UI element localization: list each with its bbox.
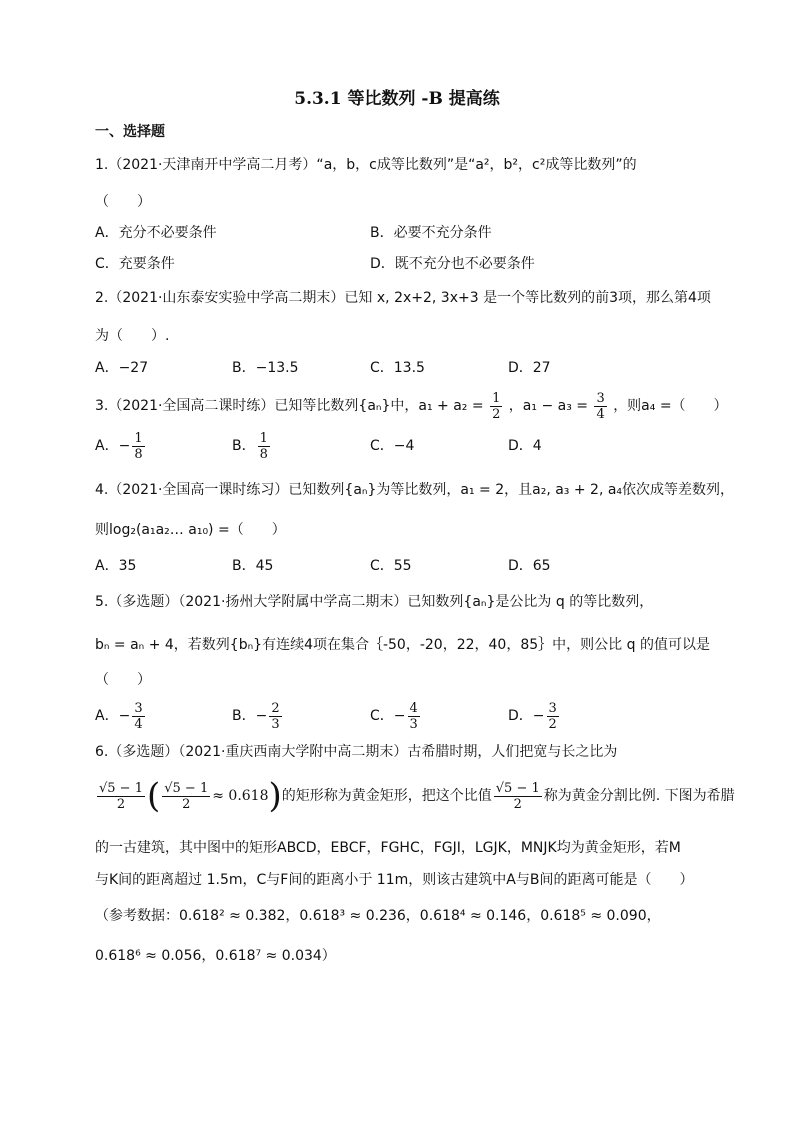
question-3-stem-c: ，则a₄ =（ ） — [613, 398, 728, 414]
question-6-stem: 6.（多选题）（2021·重庆西南大学附中高二期末）古希腊时期，人们把宽与长之比为 — [95, 744, 618, 760]
page-title: 5.3.1 等比数列 -B 提高练 — [294, 89, 500, 109]
question-3-option-b: B． $\frac{1}{8}$ — [232, 430, 268, 462]
question-6-line-3: 的一古建筑，其中图中的矩形ABCD，EBCF，FGHC，FGJI，LGJK，MNJK均为黄金矩形，若M — [95, 840, 681, 856]
fraction-one-half: $\frac{1}{2}$ — [492, 390, 501, 422]
fraction-three-quarters: $\frac{3}{4}$ — [596, 390, 605, 422]
question-5-option-a: A．− $\frac{3}{4}$ — [95, 700, 143, 732]
question-1-option-b: B．必要不充分条件 — [370, 225, 492, 241]
question-3-stem — [95, 388, 728, 424]
question-5-option-b: B．− $\frac{2}{3}$ — [232, 700, 280, 732]
question-3-option-a: A．− $\frac{1}{8}$ — [95, 430, 143, 462]
question-1-option-d: D．既不充分也不必要条件 — [370, 256, 535, 272]
question-3-option-c: C．−4 — [370, 438, 415, 454]
question-1-option-a: A．充分不必要条件 — [95, 225, 217, 241]
question-5-stem-cont: bₙ = aₙ + 4，若数列{bₙ}有连续4项在集合｛-50，-20，22，40，85｝中，则公比 q 的值可以是 — [95, 637, 710, 653]
section-heading: 一、选择题 — [95, 124, 165, 140]
question-2-option-b: B．−13.5 — [232, 360, 299, 376]
question-4-option-b: B．45 — [232, 558, 274, 574]
question-4-option-c: C．55 — [370, 558, 412, 574]
question-5-option-d: D．− $\frac{3}{2}$ — [508, 700, 557, 732]
question-6-line-4: 与K间的距离超过 1.5m，C与F间的距离小于 11m，则该古建筑中A与B间的距离可能是（ ） — [95, 872, 694, 888]
question-2-option-d: D．27 — [508, 360, 551, 376]
question-4-option-a: A．35 — [95, 558, 137, 574]
question-3-stem-b: ，a₁ − a₃ = — [508, 398, 588, 414]
question-2-stem-cont: 为（ ）. — [95, 328, 170, 344]
question-5-stem: 5.（多选题）（2021·扬州大学附属中学高二期末）已知数列{aₙ}是公比为 q 的等比数列， — [95, 594, 654, 610]
question-1-stem: 1.（2021·天津南开中学高二月考）“a，b，c成等比数列”是“a²，b²，c²成等比数列”的 — [95, 157, 637, 173]
question-6-reference-data: （参考数据：0.618² ≈ 0.382，0.618³ ≈ 0.236，0.618⁴ ≈ 0.146，0.618⁵ ≈ 0.090， — [95, 908, 661, 924]
question-6-reference-data-cont: 0.618⁶ ≈ 0.056，0.618⁷ ≈ 0.034） — [95, 948, 336, 964]
question-2-option-c: C．13.5 — [370, 360, 425, 376]
question-3-option-d: D．4 — [508, 438, 542, 454]
question-5-paren: （ ） — [95, 672, 151, 688]
question-4-option-d: D．65 — [508, 558, 551, 574]
question-4-stem-cont: 则log₂(a₁a₂… a₁₀) =（ ） — [95, 522, 286, 538]
question-5-option-c: C．− $\frac{4}{3}$ — [370, 700, 418, 732]
question-6-golden-line: $\frac{√5 - 1}{2}$ ( $\frac{√5 - 1}{2}$ ≈ 0.618)的矩形称为黄金矩形，把这个比值 $\frac{√5 - 1}{2}$ 称为黄金分割比例. 下图为希腊 — [99, 776, 735, 816]
question-2-option-a: A．−27 — [95, 360, 149, 376]
question-1-paren: （ ） — [95, 194, 151, 210]
question-2-stem: 2.（2021·山东泰安实验中学高二期末）已知 x, 2x+2, 3x+3 是一个等比数列的前3项，那么第4项 — [95, 290, 711, 306]
question-3-stem-a: 3.（2021·全国高二课时练）已知等比数列{aₙ}中，a₁ + a₂ = — [95, 398, 484, 414]
question-4-stem: 4.（2021·全国高一课时练习）已知数列{aₙ}为等比数列，a₁ = 2，且a₂, a₃ + 2, a₄依次成等差数列， — [95, 482, 735, 498]
question-1-option-c: C．充要条件 — [95, 256, 175, 272]
